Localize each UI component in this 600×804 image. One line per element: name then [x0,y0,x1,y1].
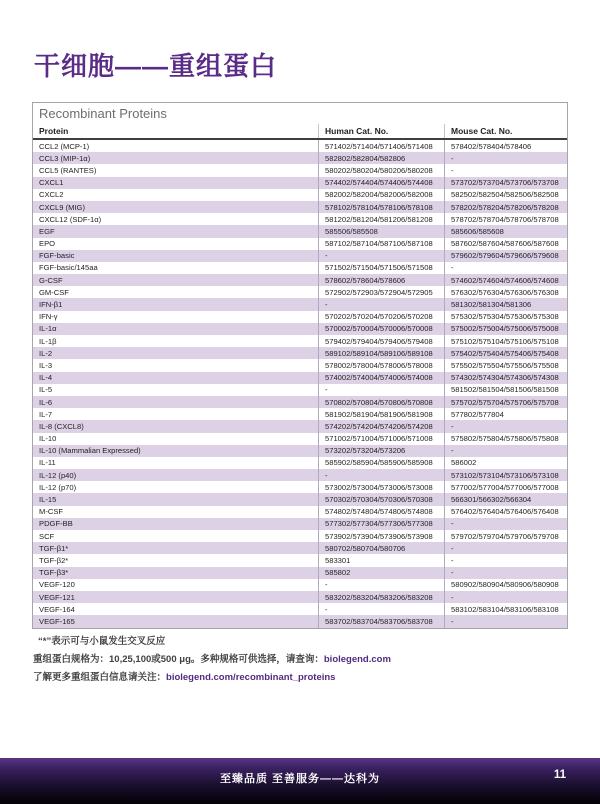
table-row [33,518,567,530]
table-row [33,481,567,493]
human-cat-no-cell: 578002/578004/578006/578008 [318,359,444,371]
human-cat-no-cell: 585506/585508 [318,225,444,237]
human-cat-no-cell: 574002/574004/574006/574008 [318,372,444,384]
human-cat-no-cell: 570202/570204/570206/570208 [318,311,444,323]
human-cat-no-cell: - [318,579,444,591]
table-row [33,433,567,445]
protein-name-cell: EGF [39,226,55,236]
mouse-cat-no-cell: 581302/581304/581306 [444,298,567,310]
human-cat-no-cell: 573202/573204/573206 [318,445,444,457]
table-title: Recombinant Proteins [39,106,167,121]
mouse-cat-no-cell: - [444,542,567,554]
protein-name-cell: FGF-basic [39,251,75,261]
mouse-cat-no-cell: - [444,591,567,603]
table-row [33,469,567,481]
protein-name-cell: IL-12 (p40) [39,470,77,480]
human-cat-no-cell: 585802 [318,567,444,579]
more-info-text: 了解更多重组蛋白信息请关注： [33,672,167,683]
table-row [33,201,567,213]
table-row [33,615,567,627]
protein-name-cell: CCL3 (MIP-1α) [39,153,91,163]
protein-name-cell: IL-3 [39,360,53,370]
table-row [33,323,567,335]
human-cat-no-cell: 580702/580704/580706 [318,542,444,554]
mouse-cat-no-cell: - [444,262,567,274]
table-row [33,286,567,298]
mouse-cat-no-cell: 578202/578204/578206/578208 [444,201,567,213]
mouse-cat-no-cell: 566301/566302/566304 [444,493,567,505]
mouse-cat-no-cell: 573102/573104/573106/573108 [444,469,567,481]
protein-name-cell: SCF [39,531,55,541]
human-cat-no-cell: 574802/574804/574806/574808 [318,506,444,518]
protein-name-cell: VEGF-165 [39,616,75,626]
mouse-cat-no-cell: 575502/575504/575506/575508 [444,359,567,371]
more-info-note [33,669,553,687]
mouse-cat-no-cell: 574302/574304/574306/574308 [444,372,567,384]
table-row [33,140,567,152]
table-row [33,225,567,237]
mouse-cat-no-cell: 586002 [444,457,567,469]
mouse-cat-no-cell: 576402/576404/576406/576408 [444,506,567,518]
human-cat-no-cell: 573902/573904/573906/573908 [318,530,444,542]
mouse-cat-no-cell: 579602/579604/579606/579608 [444,250,567,262]
protein-name-cell: IL-6 [39,397,53,407]
footnotes [33,633,553,687]
protein-name-cell: IL-8 (CXCL8) [39,421,84,431]
protein-name-cell: FGF-basic/145aa [39,263,98,273]
protein-name-cell: VEGF-121 [39,592,75,602]
human-cat-no-cell: - [318,469,444,481]
recombinant-proteins-link[interactable]: biolegend.com/recombinant_proteins [166,672,336,683]
human-cat-no-cell: - [318,250,444,262]
table-row [33,579,567,591]
mouse-cat-no-cell: - [444,152,567,164]
mouse-cat-no-cell: 575802/575804/575806/575808 [444,433,567,445]
mouse-cat-no-cell: 575002/575004/575006/575008 [444,323,567,335]
human-cat-no-cell: 583301 [318,554,444,566]
protein-name-cell: EPO [39,239,56,249]
table-row [33,152,567,164]
table-row [33,420,567,432]
cross-reactivity-note: “*”表示可与小鼠发生交叉反应 [38,636,166,647]
human-cat-no-cell: 589102/589104/589106/589108 [318,347,444,359]
footer-slogan: 至臻品质 至善服务——达科为 [219,773,381,785]
human-cat-no-cell: 587102/587104/587106/587108 [318,238,444,250]
human-cat-no-cell: 571002/571004/571006/571008 [318,433,444,445]
human-cat-no-cell: 582002/582004/582006/582008 [318,189,444,201]
human-cat-no-cell: 582802/582804/582806 [318,152,444,164]
table-body [33,140,567,628]
protein-name-cell: TGF-β1* [39,543,69,553]
table-row [33,372,567,384]
protein-name-cell: TGF-β3* [39,568,69,578]
human-cat-no-cell: 570302/570304/570306/570308 [318,493,444,505]
protein-name-cell: IL-15 [39,495,57,505]
table-row [33,238,567,250]
mouse-cat-no-cell: - [444,567,567,579]
human-cat-no-cell: 572902/572903/572904/572905 [318,286,444,298]
table-row [33,213,567,225]
protein-name-cell: IL-11 [39,458,56,468]
human-cat-no-cell: - [318,298,444,310]
mouse-cat-no-cell: - [444,420,567,432]
protein-name-cell: CCL2 (MCP-1) [39,141,90,151]
mouse-cat-no-cell: 580902/580904/580906/580908 [444,579,567,591]
mouse-cat-no-cell: 583102/583104/583106/583108 [444,603,567,615]
table-row [33,359,567,371]
mouse-cat-no-cell: 578702/578704/578706/578708 [444,213,567,225]
recombinant-proteins-table [32,102,568,629]
human-cat-no-cell: 570802/570804/570806/570808 [318,396,444,408]
protein-name-cell: CXCL1 [39,178,64,188]
protein-name-cell: CXCL12 (SDF-1α) [39,214,102,224]
table-row [33,347,567,359]
column-header-human-cat-no: Human Cat. No. [318,124,444,138]
human-cat-no-cell: 579402/579404/579406/579408 [318,335,444,347]
mouse-cat-no-cell: 582502/582504/582506/582508 [444,189,567,201]
table-header-row [33,124,567,140]
footer-bar [0,758,600,804]
protein-name-cell: G-CSF [39,275,63,285]
mouse-cat-no-cell: 576302/576304/576306/576308 [444,286,567,298]
biolegend-link[interactable]: biolegend.com [323,654,391,665]
mouse-cat-no-cell: 579702/579704/579706/579708 [444,530,567,542]
table-row [33,591,567,603]
mouse-cat-no-cell: 575302/575304/575306/575308 [444,311,567,323]
mouse-cat-no-cell: 574602/574604/574606/574608 [444,274,567,286]
mouse-cat-no-cell: - [444,518,567,530]
table-row [33,384,567,396]
mouse-cat-no-cell: 575102/575104/575106/575108 [444,335,567,347]
mouse-cat-no-cell: 575402/575404/575406/575408 [444,347,567,359]
protein-name-cell: IFN-γ [39,312,58,322]
table-row [33,274,567,286]
table-row [33,335,567,347]
table-row [33,445,567,457]
protein-name-cell: IL-10 [39,434,57,444]
mouse-cat-no-cell: - [444,615,567,627]
table-row [33,189,567,201]
mouse-cat-no-cell: 577802/577804 [444,408,567,420]
protein-name-cell: IL-12 (p70) [39,482,77,492]
protein-name-cell: IL-5 [39,385,53,395]
mouse-cat-no-cell: 585606/585608 [444,225,567,237]
table-row [33,311,567,323]
human-cat-no-cell: 577302/577304/577306/577308 [318,518,444,530]
sizes-note [33,651,553,669]
protein-name-cell: IL-2 [39,348,53,358]
human-cat-no-cell: 585902/585904/585906/585908 [318,457,444,469]
human-cat-no-cell: - [318,384,444,396]
protein-name-cell: CXCL2 [39,190,64,200]
protein-name-cell: IL-1α [39,324,57,334]
mouse-cat-no-cell: 578402/578404/578406 [444,140,567,152]
mouse-cat-no-cell: - [444,445,567,457]
table-row [33,177,567,189]
human-cat-no-cell: 583702/583704/583706/583708 [318,615,444,627]
table-row [33,250,567,262]
page-title: 干细胞——重组蛋白 [34,51,278,81]
human-cat-no-cell: 573002/573004/573006/573008 [318,481,444,493]
protein-name-cell: IFN-β1 [39,300,63,310]
protein-name-cell: PDGF-BB [39,519,73,529]
human-cat-no-cell: 581902/581904/581906/581908 [318,408,444,420]
human-cat-no-cell: 578602/578604/578606 [318,274,444,286]
mouse-cat-no-cell: 573702/573704/573706/573708 [444,177,567,189]
protein-name-cell: IL-10 (Mammalian Expressed) [39,446,141,456]
protein-name-cell: M-CSF [39,507,64,517]
protein-name-cell: GM-CSF [39,287,69,297]
human-cat-no-cell: 574202/574204/574206/574208 [318,420,444,432]
human-cat-no-cell: 581202/581204/581206/581208 [318,213,444,225]
column-header-protein: Protein [39,126,69,136]
mouse-cat-no-cell: - [444,554,567,566]
mouse-cat-no-cell: 575702/575704/575706/575708 [444,396,567,408]
protein-name-cell: IL-7 [39,409,53,419]
human-cat-no-cell: 583202/583204/583206/583208 [318,591,444,603]
table-row [33,457,567,469]
human-cat-no-cell: 574402/574404/574406/574408 [318,177,444,189]
table-row [33,408,567,420]
sizes-note-text: 重组蛋白规格为：10,25,100或500 μg。多种规格可供选择，请查询： [33,654,324,665]
protein-name-cell: IL-4 [39,373,53,383]
mouse-cat-no-cell: 581502/581504/581506/581508 [444,384,567,396]
table-row [33,506,567,518]
human-cat-no-cell: 578102/578104/578106/578108 [318,201,444,213]
human-cat-no-cell: 570002/570004/570006/570008 [318,323,444,335]
mouse-cat-no-cell: 587602/587604/587606/587608 [444,238,567,250]
human-cat-no-cell: 571502/571504/571506/571508 [318,262,444,274]
table-row [33,262,567,274]
mouse-cat-no-cell: - [444,164,567,176]
human-cat-no-cell: 571402/571404/571406/571408 [318,140,444,152]
table-row [33,298,567,310]
table-row [33,530,567,542]
table-row [33,164,567,176]
protein-name-cell: CXCL9 (MIG) [39,202,85,212]
table-row [33,396,567,408]
protein-name-cell: TGF-β2* [39,555,69,565]
protein-name-cell: VEGF-164 [39,604,75,614]
page-number: 11 [553,769,566,781]
table-row [33,603,567,615]
mouse-cat-no-cell: 577002/577004/577006/577008 [444,481,567,493]
column-header-mouse-cat-no: Mouse Cat. No. [444,124,567,138]
table-row [33,493,567,505]
protein-name-cell: IL-1β [39,336,57,346]
human-cat-no-cell: 580202/580204/580206/580208 [318,164,444,176]
table-row [33,554,567,566]
protein-name-cell: CCL5 (RANTES) [39,165,97,175]
protein-name-cell: VEGF-120 [39,580,75,590]
table-row [33,542,567,554]
table-row [33,567,567,579]
human-cat-no-cell: - [318,603,444,615]
